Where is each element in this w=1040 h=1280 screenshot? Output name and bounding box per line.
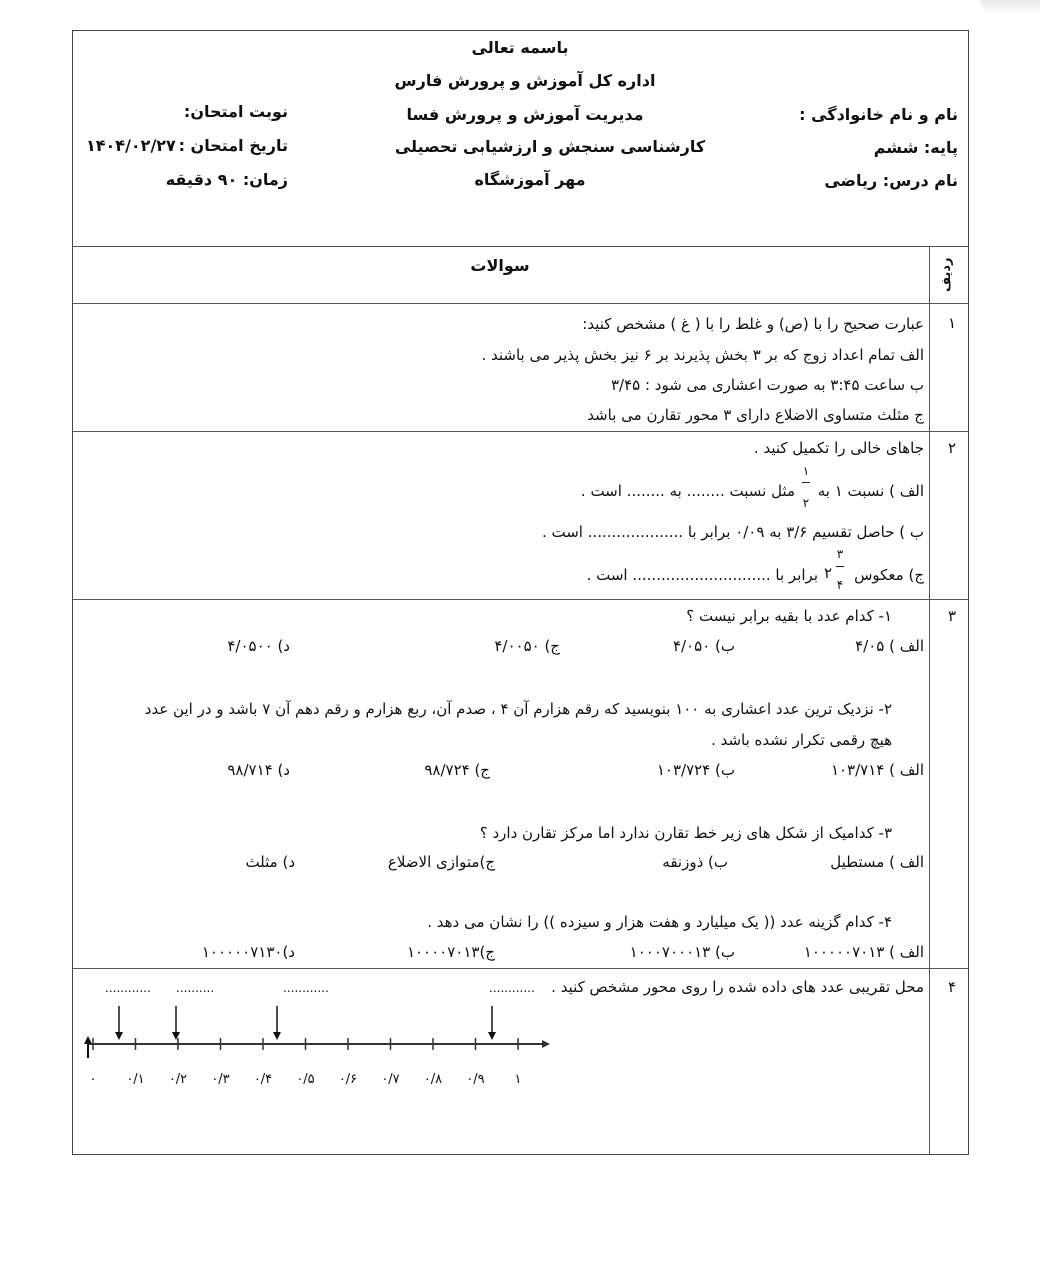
- q3-3-question: ۳- کدامیک از شکل های زیر خط تقارن ندارد اما مرکز تقارن دارد ؟: [479, 824, 892, 842]
- q2-c-frac-numerator: ۳: [836, 547, 844, 561]
- q2-a-frac-numerator: ۱: [802, 464, 810, 478]
- q3-4-option-a[interactable]: الف ) ۱۰۰۰۰۰۷۰۱۳: [803, 943, 924, 961]
- number-line-tick-label: ۰/۹: [466, 1072, 485, 1087]
- q4-blank-4[interactable]: ............: [489, 981, 535, 995]
- q3-1-question: ۱- کدام عدد با بقیه برابر نیست ؟: [686, 607, 892, 625]
- school-stamp-label: مهر آموزشگاه: [474, 170, 586, 189]
- q2-c-suffix: برابر با ............................. است .: [586, 566, 818, 584]
- pointer-arrow-head-2: [172, 1032, 180, 1040]
- number-line-arrowhead: [542, 1040, 550, 1048]
- row-number-column-divider: [929, 246, 930, 1155]
- exam-session-label: نوبت امتحان:: [183, 102, 288, 121]
- row-divider-1: [72, 303, 969, 304]
- q2-instruction: جاهای خالی را تکمیل کنید .: [753, 439, 924, 457]
- number-line-tick-label: ۰/۲: [168, 1072, 188, 1087]
- q1-number: ۱: [948, 314, 957, 332]
- q2-a-suffix: مثل نسبت ........ به ........ است .: [580, 482, 795, 500]
- q2-c-frac-bar: [836, 566, 844, 567]
- number-line-up-arrow-head: [84, 1036, 92, 1044]
- pointer-arrows: [115, 1006, 496, 1040]
- number-line-tick-label: ۰/۴: [253, 1072, 273, 1087]
- q3-2-option-b[interactable]: ب) ۱۰۳/۷۲۴: [656, 761, 735, 779]
- q4-instruction: محل تقریبی عدد های داده شده را روی محور مشخص کنید .: [551, 978, 924, 996]
- grade-label: پایه: ششم: [873, 138, 958, 157]
- q3-3-option-c[interactable]: ج)متوازی الاضلاع: [387, 853, 495, 871]
- student-name-label: نام و نام خانوادگی :: [799, 105, 958, 124]
- q1-statement-c: ج مثلث متساوی الاضلاع دارای ۳ محور تقارن می باشد: [587, 406, 924, 424]
- q2-number: ۲: [948, 439, 957, 457]
- q3-1-option-a[interactable]: الف ) ۴/۰۵: [855, 637, 924, 655]
- number-line-tick-label: ۰/۸: [423, 1072, 443, 1087]
- number-line-tick-label: ۱: [514, 1072, 522, 1087]
- q3-2-question-line2: هیچ رقمی تکرار نشده باشد .: [711, 731, 892, 749]
- duration-label: زمان: ۹۰ دقیقه: [165, 170, 288, 189]
- q2-statement-b: ب ) حاصل تقسیم ۳/۶ به ۰/۰۹ برابر با .................... است .: [541, 523, 924, 541]
- pointer-arrow-head-3: [273, 1032, 281, 1040]
- q3-2-option-c[interactable]: ج) ۹۸/۷۲۴: [424, 761, 490, 779]
- number-line-tick-label: ۰/۳: [211, 1072, 230, 1087]
- bismillah: باسمه تعالی: [471, 38, 569, 57]
- questions-header: سوالات: [470, 256, 530, 275]
- q3-2-option-a[interactable]: الف ) ۱۰۳/۷۱۴: [830, 761, 924, 779]
- q3-4-question: ۴- کدام گزینه عدد (( یک میلیارد و هفت هزار و سیزده )) را نشان می دهد .: [427, 913, 892, 931]
- q3-2-option-d[interactable]: د) ۹۸/۷۱۴: [227, 761, 290, 779]
- number-line-tick-label: ۰/۱: [126, 1072, 145, 1087]
- q4-blank-3[interactable]: ............: [283, 981, 329, 995]
- number-line-tick-label: ۰: [89, 1072, 97, 1087]
- row-divider-3: [72, 599, 969, 600]
- row-divider-4: [72, 968, 969, 969]
- q3-3-option-b[interactable]: ب) ذوزنقه: [662, 853, 728, 871]
- q3-1-option-d[interactable]: د) ۴/۰۵۰۰: [227, 637, 290, 655]
- number-line-tick-label: ۰/۷: [381, 1072, 400, 1087]
- org-line-3: کارشناسی سنجش و ارزشیابی تحصیلی: [394, 137, 706, 156]
- pointer-arrow-head-4: [488, 1032, 496, 1040]
- number-line: [80, 1000, 560, 1062]
- q3-3-option-a[interactable]: الف ) مستطیل: [830, 853, 924, 871]
- q3-1-option-c[interactable]: ج) ۴/۰۰۵۰: [494, 637, 560, 655]
- org-line-2: مدیریت آموزش و پرورش فسا: [406, 105, 644, 124]
- q1-statement-b: ب ساعت ۳:۴۵ به صورت اعشاری می شود : ۳/۴۵: [610, 376, 924, 394]
- q2-c-frac-denominator: ۴: [836, 578, 844, 592]
- q3-number: ۳: [948, 607, 957, 625]
- q3-4-option-d[interactable]: د)۱۰۰۰۰۰۷۱۳۰: [201, 943, 295, 961]
- exam-date-value: ۱۴۰۴/۰۲/۲۷: [86, 136, 176, 155]
- q4-blank-1[interactable]: ............: [105, 981, 151, 995]
- row-number-header: ردیف: [939, 257, 954, 292]
- row-divider-2: [72, 431, 969, 432]
- q3-3-option-d[interactable]: د) مثلث: [245, 853, 295, 871]
- q2-c-whole: ۲: [824, 564, 833, 582]
- q3-4-option-b[interactable]: ب) ۱۰۰۰۷۰۰۰۱۳: [629, 943, 735, 961]
- q3-1-option-b[interactable]: ب) ۴/۰۵۰: [672, 637, 735, 655]
- q1-instruction: عبارت صحیح را با (ص) و غلط را با ( غ ) مشخص کنید:: [582, 315, 924, 333]
- number-line-tick-label: ۰/۵: [296, 1072, 315, 1087]
- q3-2-question-line1: ۲- نزدیک ترین عدد اعشاری به ۱۰۰ بنویسید که رقم هزارم آن ۴ ، صدم آن، ربع هزارم و رقم دهم آن ۷ باشد و در این عدد: [144, 700, 892, 718]
- q2-a-prefix: الف ) نسبت ۱ به: [817, 482, 924, 500]
- q2-a-frac-denominator: ۲: [802, 496, 810, 510]
- q4-number: ۴: [948, 978, 957, 996]
- subject-label: نام درس: ریاضی: [824, 171, 958, 190]
- q2-a-frac-bar: [802, 482, 810, 483]
- q4-blank-2[interactable]: ..........: [176, 981, 215, 995]
- page-corner-shadow: [980, 0, 1040, 14]
- q1-statement-a: الف تمام اعداد زوج که بر ۳ بخش پذیرند بر ۶ نیز بخش پذیر می باشند .: [481, 346, 924, 364]
- org-line-1: اداره کل آموزش و پرورش فارس: [394, 71, 656, 90]
- pointer-arrow-head-1: [115, 1032, 123, 1040]
- exam-date-label: تاریخ امتحان :: [178, 136, 288, 155]
- q2-c-prefix: ج) معکوس: [854, 566, 924, 584]
- header-divider: [72, 246, 969, 247]
- q3-4-option-c[interactable]: ج)۱۰۰۰۰۷۰۱۳: [406, 943, 495, 961]
- number-line-tick-label: ۰/۶: [338, 1072, 358, 1087]
